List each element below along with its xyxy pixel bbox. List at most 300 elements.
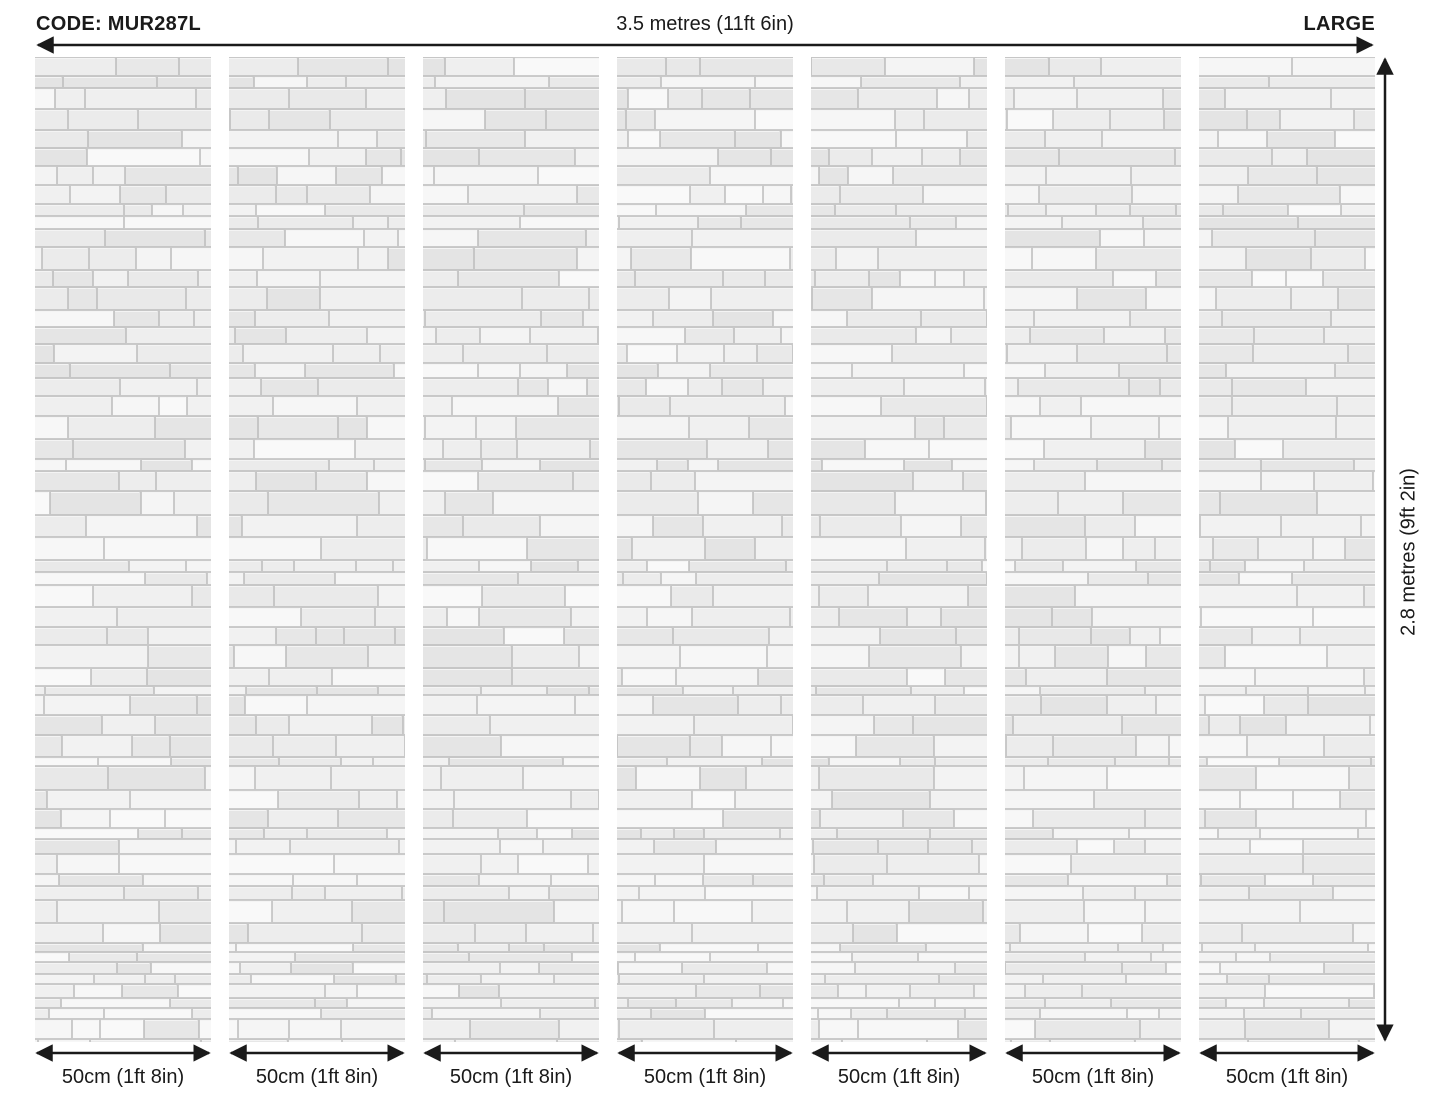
stone	[60, 875, 143, 886]
stone	[479, 472, 573, 491]
stone	[1045, 440, 1145, 459]
stone	[1199, 669, 1255, 686]
stone	[339, 810, 406, 828]
stone	[73, 1020, 100, 1039]
stone	[1292, 288, 1338, 310]
stone	[1262, 460, 1354, 471]
stone	[89, 131, 182, 148]
stone	[1005, 379, 1018, 396]
stone	[701, 767, 746, 790]
stone	[293, 887, 325, 900]
stone	[717, 840, 794, 854]
stone	[1026, 985, 1082, 998]
stone	[617, 516, 653, 537]
stone	[935, 736, 988, 757]
stone	[1199, 472, 1261, 491]
stone	[395, 364, 406, 378]
stone	[811, 573, 879, 585]
stone	[747, 767, 794, 790]
stone	[1005, 77, 1074, 88]
stone	[1005, 696, 1041, 715]
stone	[1005, 791, 1094, 809]
stone	[521, 364, 567, 378]
stone	[811, 492, 895, 515]
stone	[914, 472, 963, 491]
stone	[446, 58, 514, 76]
stone	[1072, 855, 1182, 874]
stone	[1314, 538, 1345, 560]
stone	[426, 311, 541, 327]
stone	[617, 628, 673, 645]
stone	[1177, 205, 1182, 216]
stone	[183, 131, 212, 148]
stone	[423, 186, 468, 204]
stone	[539, 167, 600, 185]
stone	[74, 440, 185, 459]
stone	[772, 736, 794, 757]
stone	[208, 573, 212, 585]
stone	[478, 696, 575, 715]
stone	[423, 901, 444, 923]
stone	[118, 963, 151, 974]
stone	[617, 840, 654, 854]
stone	[811, 440, 865, 459]
stone	[811, 271, 815, 287]
stone	[131, 696, 197, 715]
stone	[1005, 646, 1019, 668]
stone	[256, 311, 329, 327]
stone	[277, 628, 316, 645]
stone	[1005, 608, 1052, 627]
stone	[35, 573, 145, 585]
stone	[243, 516, 357, 537]
stone	[229, 855, 334, 874]
stone	[48, 791, 130, 809]
stone	[396, 628, 406, 645]
stone	[969, 586, 988, 607]
stone	[914, 716, 988, 735]
stone	[882, 397, 987, 416]
stone	[594, 924, 600, 943]
stone	[1050, 58, 1101, 76]
stone	[857, 736, 934, 757]
stone	[229, 586, 274, 607]
stone	[1305, 561, 1376, 572]
stone	[766, 271, 794, 287]
stone	[423, 110, 485, 130]
stone	[620, 1020, 714, 1039]
stone	[1092, 628, 1130, 645]
stone	[229, 472, 256, 491]
stone	[1007, 736, 1053, 757]
stone	[35, 460, 66, 471]
stone	[206, 230, 212, 247]
stone	[929, 840, 972, 854]
stone	[881, 628, 956, 645]
stone	[671, 397, 785, 416]
stone	[1199, 1020, 1245, 1039]
stone	[770, 628, 794, 645]
stone	[674, 628, 769, 645]
stone	[617, 538, 632, 560]
stone	[1199, 736, 1247, 757]
stone	[245, 573, 335, 585]
stone	[1005, 311, 1034, 327]
stone	[229, 716, 256, 735]
stone	[455, 791, 571, 809]
stone	[946, 669, 988, 686]
stone	[146, 573, 207, 585]
stone	[959, 1020, 988, 1039]
stone	[526, 131, 600, 148]
stone	[648, 561, 689, 572]
stone	[365, 230, 398, 247]
stone	[1251, 840, 1303, 854]
stone	[171, 364, 212, 378]
stone	[617, 110, 626, 130]
stone	[953, 460, 988, 471]
stone	[1168, 875, 1182, 886]
stone	[617, 230, 692, 247]
stone	[1141, 1020, 1182, 1039]
panel-width-label: 50cm (1ft 8in)	[255, 1066, 379, 1088]
stone	[448, 608, 479, 627]
stone	[628, 345, 677, 363]
stone	[894, 167, 988, 185]
stone	[637, 767, 700, 790]
stone	[481, 328, 530, 344]
stone	[1023, 538, 1086, 560]
stone	[270, 669, 332, 686]
stone	[633, 538, 705, 560]
stone	[957, 628, 988, 645]
stone	[148, 669, 212, 686]
stone	[1332, 311, 1376, 327]
stone	[1005, 586, 1075, 607]
stone	[588, 379, 600, 396]
stone	[1199, 311, 1222, 327]
stone	[198, 696, 212, 715]
stone	[1147, 288, 1182, 310]
stone	[888, 855, 979, 874]
stone	[768, 963, 794, 974]
stone	[572, 608, 600, 627]
stone	[811, 110, 895, 130]
stone	[854, 924, 897, 943]
stone	[35, 379, 120, 396]
stone	[1219, 131, 1267, 148]
stone	[35, 186, 70, 204]
stone	[1211, 561, 1245, 572]
stone	[229, 1020, 238, 1039]
stone	[1199, 345, 1253, 363]
stone	[916, 417, 944, 439]
stone	[1199, 586, 1297, 607]
stone	[935, 767, 988, 790]
stone	[279, 791, 359, 809]
stone	[1108, 669, 1182, 686]
stone	[1199, 628, 1252, 645]
stone	[942, 608, 988, 627]
stone	[229, 810, 268, 828]
stone	[359, 248, 388, 270]
stone	[111, 810, 165, 828]
stone	[961, 149, 988, 166]
stone	[1164, 89, 1182, 109]
stone	[1084, 887, 1135, 900]
stone	[811, 901, 847, 923]
stone	[973, 840, 988, 854]
stone	[525, 205, 600, 216]
stone	[171, 736, 212, 757]
stone	[816, 271, 869, 287]
stone	[617, 205, 656, 216]
stone	[157, 472, 212, 491]
stone	[1350, 767, 1376, 790]
stone	[811, 840, 813, 854]
stone	[464, 516, 540, 537]
stone	[172, 248, 212, 270]
stone	[968, 131, 988, 148]
stone	[35, 924, 103, 943]
stone	[291, 840, 399, 854]
stone	[669, 89, 702, 109]
stone	[1293, 58, 1376, 76]
stone	[811, 417, 915, 439]
stone	[1027, 669, 1107, 686]
stone	[501, 840, 543, 854]
stone	[870, 271, 900, 287]
stone	[184, 205, 212, 216]
stone	[837, 248, 878, 270]
stone	[237, 840, 290, 854]
stone	[229, 646, 234, 668]
stone	[772, 149, 794, 166]
stone-texture	[423, 57, 599, 1042]
stone	[1241, 791, 1293, 809]
stone	[521, 217, 600, 229]
stone	[321, 271, 406, 287]
stone	[1005, 149, 1059, 166]
stone	[813, 288, 872, 310]
stone	[257, 472, 316, 491]
stone	[617, 767, 636, 790]
size-label: LARGE	[1303, 13, 1375, 35]
stone	[690, 561, 786, 572]
stone	[376, 608, 406, 627]
stone	[617, 646, 680, 668]
stone	[910, 901, 983, 923]
stone	[1217, 288, 1291, 310]
stone	[617, 149, 718, 166]
stone	[35, 586, 93, 607]
stone	[1268, 131, 1335, 148]
stone	[1005, 288, 1077, 310]
stone	[1005, 767, 1024, 790]
stone	[528, 810, 600, 828]
stone	[229, 561, 262, 572]
stone	[339, 131, 377, 148]
stone	[246, 696, 307, 715]
stone	[1255, 328, 1324, 344]
stone	[229, 345, 243, 363]
stone	[841, 186, 923, 204]
stone	[229, 77, 254, 88]
stone	[103, 716, 155, 735]
stone	[1064, 561, 1136, 572]
stone	[275, 586, 378, 607]
stone	[975, 58, 988, 76]
stone	[257, 205, 325, 216]
stone	[911, 217, 956, 229]
stone	[145, 1020, 199, 1039]
stone	[820, 586, 868, 607]
stone	[1199, 901, 1300, 923]
stone	[1324, 271, 1376, 287]
stone	[811, 149, 829, 166]
stone	[1005, 628, 1019, 645]
stone	[811, 810, 820, 828]
stone	[423, 573, 518, 585]
stone	[1170, 736, 1182, 757]
stone	[263, 561, 294, 572]
panel-width-label: 50cm (1ft 8in)	[1031, 1066, 1155, 1088]
stone	[962, 516, 988, 537]
stone	[51, 492, 141, 515]
stone	[1253, 271, 1286, 287]
stone	[540, 963, 600, 974]
stone	[423, 855, 481, 874]
stone	[888, 561, 947, 572]
stone	[1005, 669, 1026, 686]
stone	[527, 924, 593, 943]
stone	[1199, 985, 1265, 998]
stone	[862, 77, 960, 88]
stone	[617, 460, 657, 471]
stone	[302, 608, 375, 627]
stone	[1199, 608, 1201, 627]
stone	[964, 472, 988, 491]
stone	[229, 131, 338, 148]
stone	[1328, 646, 1376, 668]
panel-width-label: 50cm (1ft 8in)	[837, 1066, 961, 1088]
stone	[475, 248, 577, 270]
stone	[1156, 538, 1182, 560]
stone	[550, 887, 599, 900]
stone	[378, 131, 406, 148]
stone	[35, 963, 117, 974]
stone	[379, 586, 406, 607]
stone	[229, 492, 268, 515]
stone	[692, 248, 790, 270]
stone	[423, 669, 512, 686]
stone	[754, 875, 794, 886]
stone	[1199, 716, 1209, 735]
stone	[1362, 516, 1376, 537]
stone	[35, 628, 107, 645]
stone	[423, 440, 443, 459]
stone	[1318, 167, 1376, 185]
stone	[64, 77, 157, 88]
stone	[1143, 924, 1182, 943]
stone	[198, 379, 212, 396]
stone	[617, 217, 619, 229]
stone	[1246, 561, 1304, 572]
stone	[137, 248, 171, 270]
stone	[423, 492, 445, 515]
stone	[945, 417, 988, 439]
stone	[1250, 887, 1333, 900]
stone	[1371, 716, 1376, 735]
stone	[629, 89, 668, 109]
stone	[1069, 875, 1167, 886]
stone	[423, 586, 482, 607]
stone	[321, 288, 406, 310]
stone	[811, 288, 812, 310]
stone	[1146, 440, 1182, 459]
stone	[1199, 417, 1228, 439]
stone	[229, 669, 269, 686]
stone	[447, 89, 525, 109]
stone	[689, 379, 722, 396]
stone	[1199, 397, 1232, 416]
stone	[193, 460, 212, 471]
stone	[480, 149, 575, 166]
stone	[811, 696, 863, 715]
stone	[811, 586, 819, 607]
stone	[121, 186, 166, 204]
stone	[1098, 460, 1162, 471]
stone	[1145, 230, 1182, 247]
stone	[1304, 840, 1376, 854]
stone	[690, 417, 749, 439]
stone	[952, 328, 988, 344]
stone	[56, 89, 85, 109]
stone	[229, 985, 325, 998]
stone	[373, 716, 403, 735]
stone	[712, 288, 794, 310]
wallpaper-panel-5	[811, 57, 987, 1042]
stone	[640, 887, 705, 900]
stone	[287, 646, 368, 668]
stone	[617, 887, 639, 900]
stone	[1281, 110, 1354, 130]
stone	[120, 840, 212, 854]
stone	[753, 901, 794, 923]
stone	[526, 89, 600, 109]
stone	[970, 887, 988, 900]
stone	[469, 186, 577, 204]
stone	[1005, 364, 1045, 378]
stone	[1005, 561, 1015, 572]
stone	[1199, 810, 1205, 828]
stone	[229, 440, 254, 459]
stone	[697, 573, 794, 585]
stone	[1349, 345, 1376, 363]
stone	[35, 716, 102, 735]
stone	[1254, 345, 1348, 363]
stone	[938, 89, 969, 109]
stone	[479, 230, 586, 247]
stone	[423, 58, 445, 76]
stone	[437, 328, 480, 344]
stone	[299, 58, 388, 76]
stone	[825, 875, 873, 886]
stone	[1341, 791, 1376, 809]
stone-texture	[1005, 57, 1181, 1042]
stone	[1019, 379, 1129, 396]
stone	[655, 840, 716, 854]
